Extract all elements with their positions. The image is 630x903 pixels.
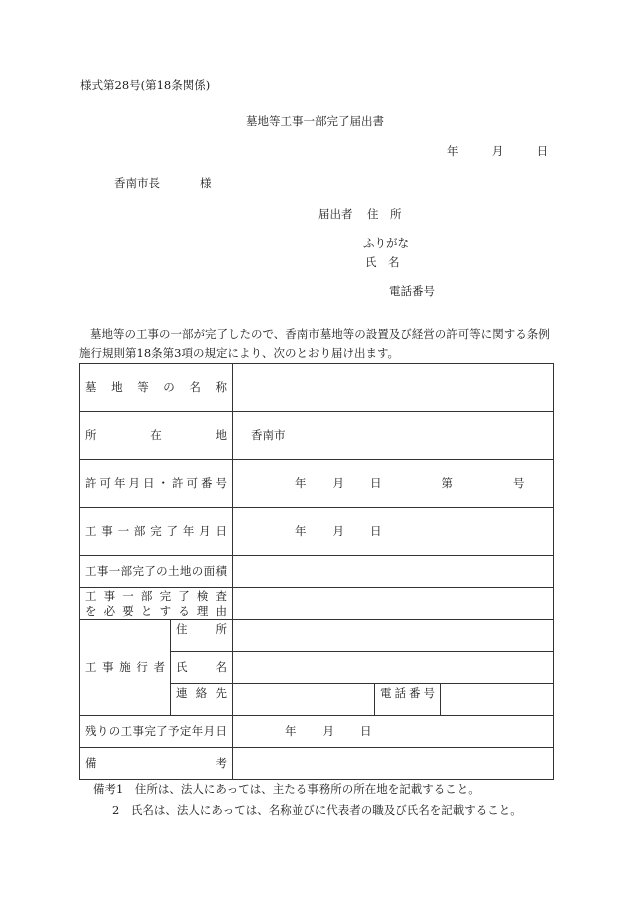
cemetery-name-label: 墓地等の名称 (80, 364, 233, 412)
completion-month: 月 (332, 523, 344, 538)
permit-label: 許可年月日・許可番号 (80, 460, 233, 508)
remaining-completion-field[interactable] (233, 716, 554, 748)
document-title: 墓地等工事一部完了届出書 (246, 114, 384, 128)
contractor-contact-field[interactable] (233, 684, 375, 716)
note-1: 備考1 住所は、法人にあっては、主たる事務所の所在地を記載すること。 (93, 782, 480, 796)
date-month-label: 月 (491, 144, 504, 158)
remarks-label: 備考 (80, 748, 233, 780)
permit-number-suffix: 号 (513, 475, 525, 490)
contractor-name-label: 氏 名 (171, 652, 233, 684)
land-area-field[interactable] (233, 556, 554, 588)
applicant-label: 届出者 (318, 207, 353, 221)
contractor-contact-label: 連絡先 (171, 684, 233, 716)
contractor-phone-label: 電話番号 (375, 684, 441, 716)
row-cemetery-name (80, 364, 554, 412)
contractor-address-field[interactable] (233, 620, 554, 652)
notes (93, 779, 522, 821)
permit-month: 月 (332, 475, 344, 490)
land-area-label: 工事一部完了の土地の面積 (80, 556, 233, 588)
contractor-phone-field[interactable] (441, 684, 554, 716)
row-permit (80, 460, 554, 508)
row-land-area (80, 556, 554, 588)
addressee (114, 178, 212, 190)
permit-day: 日 (370, 475, 382, 490)
intro-paragraph: 墓地等の工事の一部が完了したので、香南市墓地等の設置及び経営の許可等に関する条例施行規則第18条第3項の規定により、次のとおり届け出ます。 (79, 327, 550, 360)
row-remarks (80, 748, 554, 780)
applicant-address-label: 住 所 (367, 207, 402, 221)
remaining-completion-label: 残りの工事完了予定年月日 (80, 716, 233, 748)
submission-date (447, 146, 548, 158)
completion-day: 日 (370, 523, 382, 538)
remaining-year: 年 (285, 723, 297, 738)
remaining-month: 月 (322, 723, 334, 738)
completion-year: 年 (295, 523, 307, 538)
date-year-label: 年 (447, 144, 459, 158)
row-contractor-address (80, 620, 554, 652)
location-field[interactable]: 香南市 (233, 412, 554, 460)
row-inspection-reason (80, 588, 554, 620)
cemetery-name-field[interactable] (233, 364, 554, 412)
contractor-name-field[interactable] (233, 652, 554, 684)
addressee-name: 香南市長 (114, 176, 160, 190)
applicant-phone-label: 電話番号 (389, 284, 435, 298)
remaining-day: 日 (360, 723, 372, 738)
note-2: 2 氏名は、法人にあっては、名称並びに代表者の職及び氏名を記載すること。 (112, 803, 522, 817)
contractor-label: 工事施行者 (80, 620, 171, 716)
applicant-furigana-label: ふりがな (363, 236, 409, 250)
remarks-field[interactable] (233, 748, 554, 780)
row-remaining-completion (80, 716, 554, 748)
date-day-label: 日 (536, 144, 549, 158)
permit-year: 年 (295, 475, 307, 490)
applicant-name-label: 氏 名 (365, 255, 400, 269)
row-location (80, 412, 554, 460)
permit-field[interactable] (233, 460, 554, 508)
form-number: 様式第28号(第18条関係) (80, 78, 211, 92)
location-label: 所在地 (80, 412, 233, 460)
row-partial-completion-date (80, 508, 554, 556)
partial-completion-date-field[interactable] (233, 508, 554, 556)
contractor-address-label: 住 所 (171, 620, 233, 652)
permit-number-prefix: 第 (441, 475, 453, 490)
report-form-table (79, 363, 554, 780)
addressee-honorific: 様 (200, 176, 212, 190)
inspection-reason-label: 工事一部完了検査 を必要とする理由 (80, 588, 233, 620)
partial-completion-date-label: 工事一部完了年月日 (80, 508, 233, 556)
inspection-reason-field[interactable] (233, 588, 554, 620)
